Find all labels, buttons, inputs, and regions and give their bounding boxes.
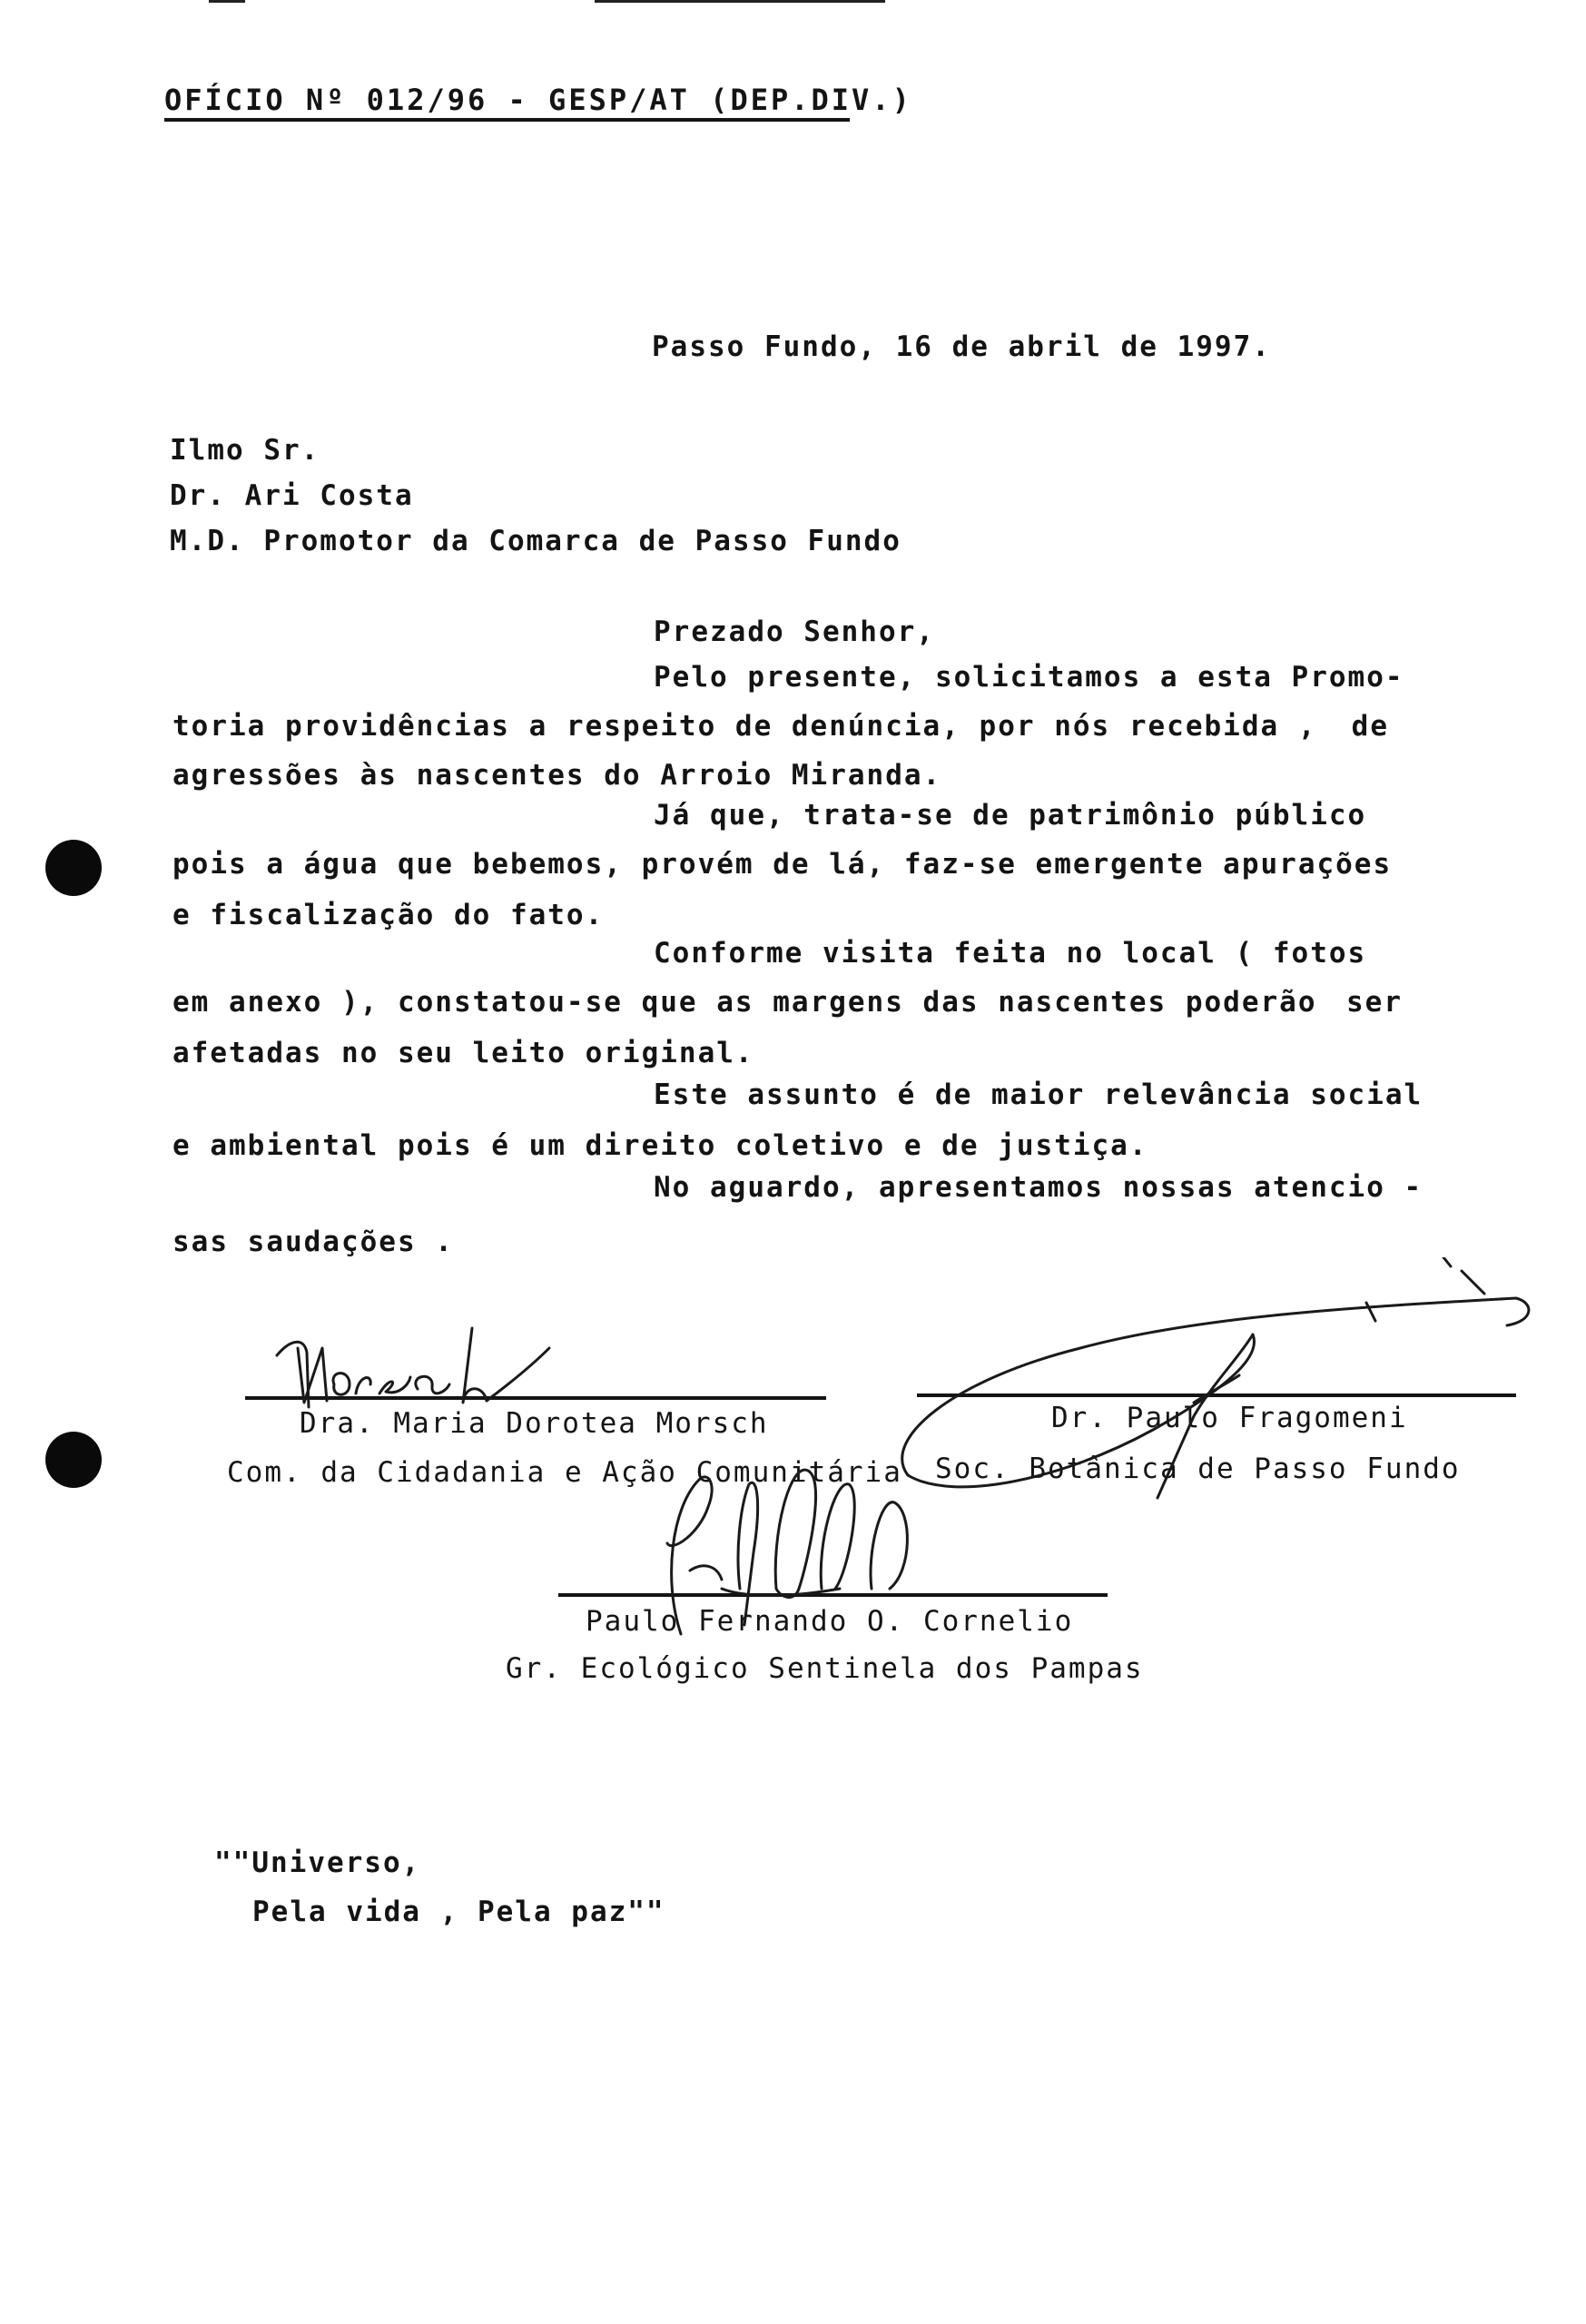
signature-fragomeni (881, 1257, 1552, 1502)
header-underline (164, 118, 850, 122)
signatory-name: Dr. Paulo Fragomeni (1051, 1402, 1408, 1434)
body-line-text: em anexo ), constatou-se que as margens das nascentes poderão (172, 986, 1317, 1019)
body-line-text: de (1351, 710, 1389, 743)
body-line: e fiscalização do fato. (172, 899, 605, 931)
body-line: No aguardo, apresentamos nossas atencio - (654, 1171, 1423, 1204)
punch-hole (45, 1432, 102, 1488)
body-line (172, 986, 1403, 1019)
body-line: sas saudações . (172, 1226, 454, 1258)
body-line: Pelo presente, solicitamos a esta Promo- (654, 661, 1404, 694)
signatory-name: Paulo Fernando O. Cornelio (586, 1605, 1074, 1638)
scan-mark (209, 0, 245, 3)
recipient-line-3: M.D. Promotor da Comarca de Passo Fundo (170, 525, 901, 557)
recipient-line-1: Ilmo Sr. (170, 434, 320, 467)
scan-mark (595, 0, 885, 3)
signatory-organization: Com. da Cidadania e Ação Comunitária (227, 1456, 902, 1489)
body-line: pois a água que bebemos, provém de lá, faz-se emergente apurações (172, 848, 1393, 881)
salutation: Prezado Senhor, (654, 615, 935, 648)
punch-hole (45, 840, 102, 896)
body-line: Este assunto é de maior relevância social (654, 1078, 1423, 1111)
signature-cornelio (654, 1452, 944, 1643)
body-line (172, 710, 1389, 743)
office-reference: OFÍCIO Nº 012/96 - GESP/AT (DEP.DIV.) (164, 83, 912, 117)
signatory-organization: Gr. Ecológico Sentinela dos Pampas (506, 1652, 1144, 1685)
body-line: Já que, trata-se de patrimônio público (654, 799, 1367, 832)
recipient-line-2: Dr. Ari Costa (170, 479, 414, 512)
motto-line-1: ""Universo, (214, 1846, 421, 1879)
body-line: e ambiental pois é um direito coletivo e de justiça. (172, 1129, 1148, 1162)
motto-line-2: Pela vida , Pela paz"" (252, 1896, 665, 1928)
body-line: afetadas no seu leito original. (172, 1037, 754, 1069)
signature-morsch (272, 1321, 572, 1421)
signatory-name: Dra. Maria Dorotea Morsch (300, 1407, 769, 1440)
signatory-organization: Soc. Botânica de Passo Fundo (935, 1452, 1461, 1485)
body-line: agressões às nascentes do Arroio Miranda. (172, 759, 942, 792)
date-line: Passo Fundo, 16 de abril de 1997. (652, 330, 1271, 363)
body-line-text: toria providências a respeito de denúncia, por nós recebida , (172, 710, 1317, 743)
body-line: Conforme visita feita no local ( fotos (654, 937, 1367, 970)
body-line-text: ser (1346, 986, 1403, 1019)
